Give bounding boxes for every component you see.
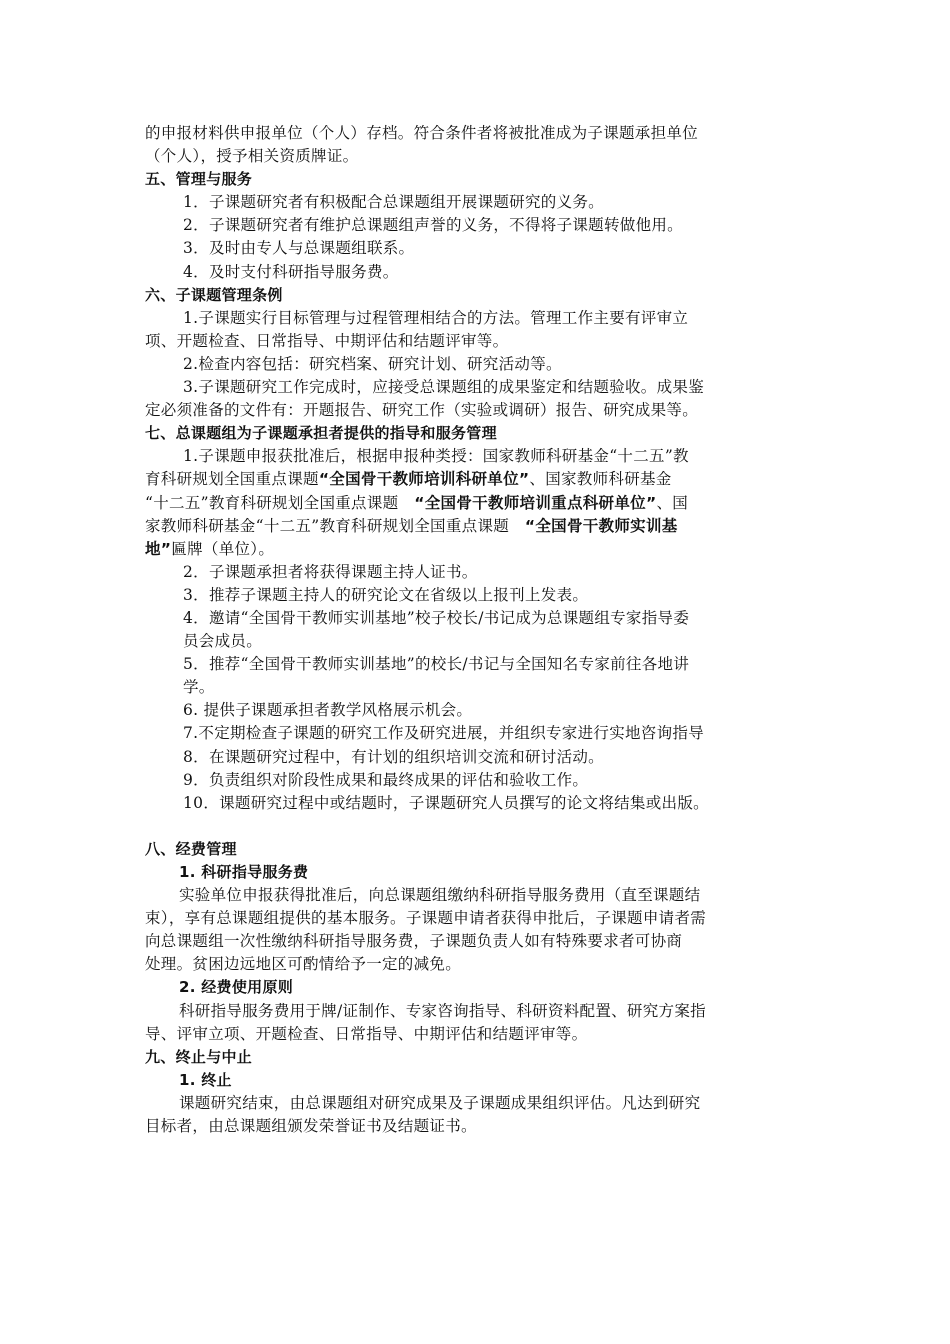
paragraph-line: 3.子课题研究工作完成时，应接受总课题组的成果鉴定和结题验收。成果鉴 <box>183 378 704 397</box>
section-heading-9: 九、终止与中止 <box>145 1047 253 1066</box>
subsection-heading: 1. 科研指导服务费 <box>179 863 309 881</box>
bold-title: “全国骨干教师实训基 <box>524 516 678 535</box>
paragraph-line: 1.子课题实行目标管理与过程管理相结合的方法。管理工作主要有评审立 <box>183 308 689 327</box>
paragraph-line: 实验单位申报获得批准后，向总课题组缴纳科研指导服务费用（直至课题结 <box>179 886 701 905</box>
paragraph-line: 1.子课题申报获批准后，根据申报种类授：国家教师科研基金“十二五”教 <box>183 447 689 466</box>
list-item: 3．推荐子课题主持人的研究论文在省级以上报刊上发表。 <box>183 585 589 604</box>
text-run: 匾牌（单位）。 <box>171 539 275 558</box>
list-item: 7.不定期检查子课题的研究工作及研究进展，并组织专家进行实地咨询指导 <box>183 724 704 743</box>
text-run: 育科研规划全国重点课题 <box>145 470 319 489</box>
paragraph-line: 课题研究结束，由总课题组对研究成果及子课题成果组织评估。凡达到研究 <box>179 1093 701 1112</box>
paragraph-line: 向总课题组一次性缴纳科研指导服务费，子课题负责人如有特殊要求者可协商 <box>145 932 683 951</box>
subsection-heading: 1. 终止 <box>179 1070 232 1089</box>
list-item: 9．负责组织对阶段性成果和最终成果的评估和验收工作。 <box>183 770 589 789</box>
subsection-heading: 2. 经费使用原则 <box>179 978 294 997</box>
list-item: 1．子课题研究者有积极配合总课题组开展课题研究的义务。 <box>183 193 604 212</box>
section-heading-7: 七、总课题组为子课题承担者提供的指导和服务管理 <box>145 424 497 443</box>
document-body <box>145 122 810 1138</box>
paragraph-line: 科研指导服务费用于牌/证制作、专家咨询指导、科研资料配置、研究方案指 <box>179 1001 706 1020</box>
paragraph-line <box>145 492 810 515</box>
paragraph-line <box>145 515 810 538</box>
list-item: 10．课题研究过程中或结题时，子课题研究人员撰写的论文将结集或出版。 <box>183 793 709 812</box>
bold-title: 地” <box>145 539 172 558</box>
paragraph-line: 定必须准备的文件有：开题报告、研究工作（实验或调研）报告、研究成果等。 <box>145 401 699 420</box>
list-item: 2．子课题承担者将获得课题主持人证书。 <box>183 562 478 581</box>
text-run: 、国家教师科研基金 <box>529 470 672 489</box>
paragraph-line: 2.检查内容包括：研究档案、研究计划、研究活动等。 <box>183 354 562 373</box>
paragraph-line: （个人），授予相关资质牌证。 <box>145 147 359 166</box>
list-item-continuation: 学。 <box>183 678 215 697</box>
list-item: 8．在课题研究过程中，有计划的组织培训交流和研讨活动。 <box>183 747 604 766</box>
paragraph-line: 导、评审立项、开题检查、日常指导、中期评估和结题评审等。 <box>145 1024 588 1043</box>
list-item: 3．及时由专人与总课题组联系。 <box>183 239 415 258</box>
paragraph-line: 束），享有总课题组提供的基本服务。子课题申请者获得申批后，子课题申请者需 <box>145 909 707 928</box>
list-item: 5．推荐“全国骨干教师实训基地”的校长/书记与全国知名专家前往各地讲 <box>183 655 690 674</box>
bold-title: “全国骨干教师培训科研单位” <box>318 470 530 489</box>
paragraph-line <box>145 538 810 561</box>
list-item: 2．子课题研究者有维护总课题组声誉的义务，不得将子课题转做他用。 <box>183 216 683 235</box>
list-item-continuation: 员会成员。 <box>183 632 263 651</box>
list-item: 4．邀请“全国骨干教师实训基地”校子校长/书记成为总课题组专家指导委 <box>183 608 690 627</box>
section-heading-8: 八、经费管理 <box>145 839 237 858</box>
section-heading-6: 六、子课题管理条例 <box>145 285 283 304</box>
blank-line <box>145 815 810 838</box>
section-heading-5: 五、管理与服务 <box>145 170 253 189</box>
paragraph-line <box>145 468 810 491</box>
text-run: “十二五”教育科研规划全国重点课题 <box>145 493 415 512</box>
text-run: 、国 <box>656 493 689 512</box>
bold-title: “全国骨干教师培训重点科研单位” <box>414 493 657 512</box>
list-item: 6. 提供子课题承担者教学风格展示机会。 <box>183 701 473 720</box>
text-run: 家教师科研基金“十二五”教育科研规划全国重点课题 <box>145 516 525 535</box>
list-item: 4．及时支付科研指导服务费。 <box>183 262 399 281</box>
paragraph-line: 处理。贫困边远地区可酌情给予一定的减免。 <box>145 955 462 974</box>
paragraph-line: 目标者，由总课题组颁发荣誉证书及结题证书。 <box>145 1117 477 1136</box>
paragraph-line: 项、开题检查、日常指导、中期评估和结题评审等。 <box>145 331 509 350</box>
paragraph-line: 的申报材料供申报单位（个人）存档。符合条件者将被批准成为子课题承担单位 <box>145 124 699 142</box>
